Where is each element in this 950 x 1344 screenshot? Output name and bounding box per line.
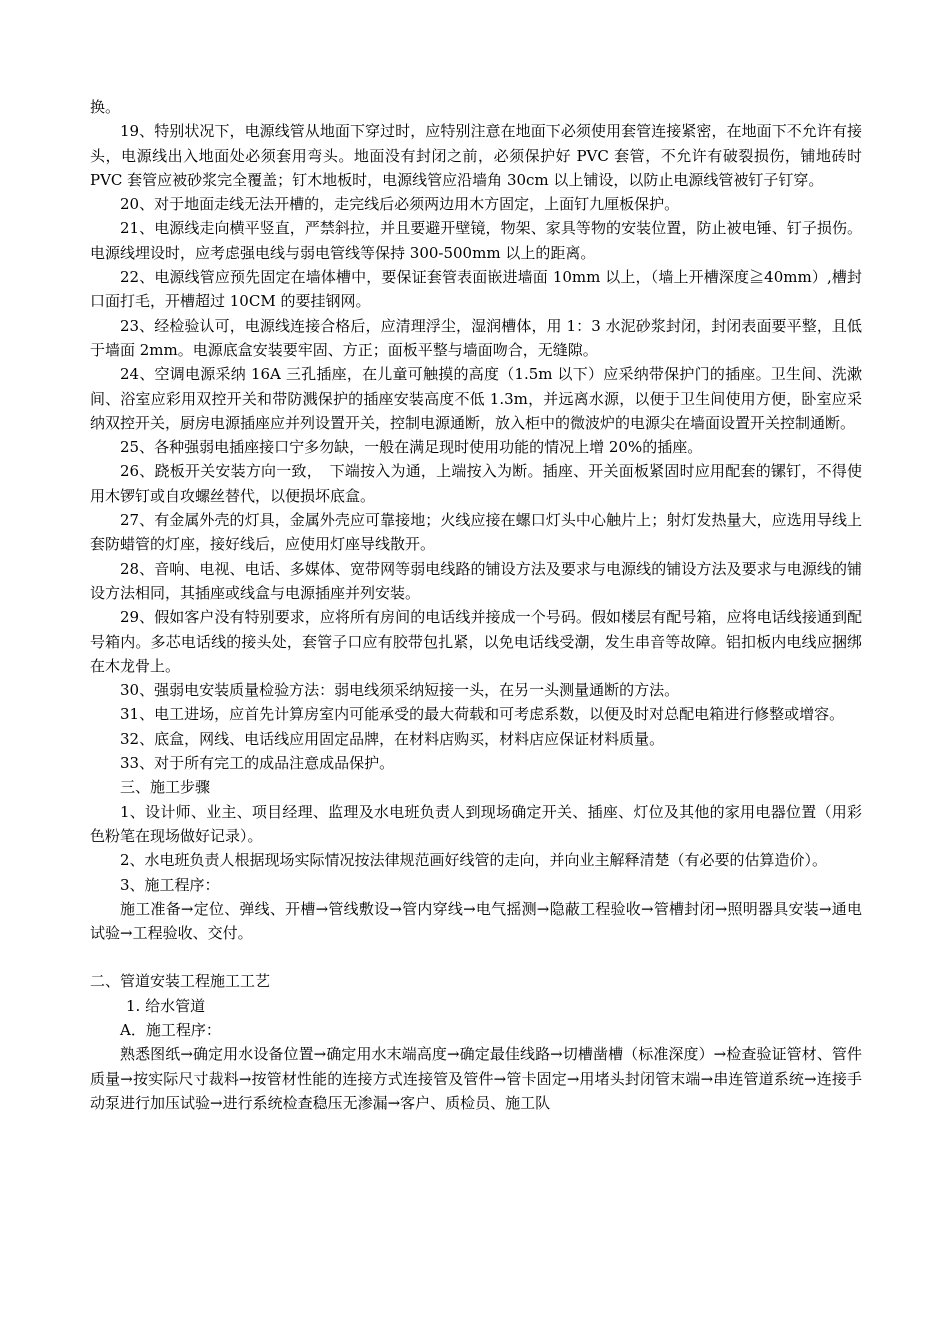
paragraph-h3: 三、施工步骤 xyxy=(120,778,211,797)
paragraph-s3flow: 施工准备→定位、弹线、开槽→管线敷设→管内穿线→电气摇测→隐蔽工程验收→管槽封闭→照明器具安装→通电试验→工程验收、交付。 xyxy=(90,899,862,943)
paragraph-h2-1: 1. 给水管道 xyxy=(126,996,206,1015)
paragraph-p30: 30、强弱电安装质量检验方法：弱电线须采纳短接一头，在另一头测量通断的方法。 xyxy=(120,681,680,700)
paragraph-p24: 24、空调电源采纳 16A 三孔插座，在儿童可触摸的高度（1.5m 以下）应采纳带保护门的插座。卫生间、洗漱间、浴室应彩用双控开关和带防溅保护的插座安装高度不低 1.3m，并远离水源，以便于卫生间使用方便，卧室应采纳双控开关，厨房电源插座应并列设置开关，控制电源通断，放入柜中的微波炉的电源尖在墙面设置开关控制通断。 xyxy=(90,365,862,432)
paragraph-h2-1a: A．施工程序： xyxy=(120,1020,221,1039)
blank-line xyxy=(90,945,862,969)
paragraph-p22: 22、电源线管应预先固定在墙体槽中，要保证套管表面嵌进墙面 10mm 以上，（墙上开槽深度≧40mm）,槽封口面打毛，开槽超过 10CM 的要挂钢网。 xyxy=(90,268,862,311)
paragraph-s1: 1、设计师、业主、项目经理、监理及水电班负责人到现场确定开关、插座、灯位及其他的家用电器位置（用彩色粉笔在现场做好记录）。 xyxy=(90,802,862,845)
paragraph-p33: 33、对于所有完工的成品注意成品保护。 xyxy=(120,754,395,773)
document-body xyxy=(90,95,862,1115)
paragraph-p20: 20、对于地面走线无法开槽的，走完线后必须两边用木方固定，上面钉九厘板保护。 xyxy=(120,195,680,214)
paragraph-p29: 29、假如客户没有特别要求，应将所有房间的电话线并接成一个号码。假如楼层有配号箱，应将电话线接通到配号箱内。多芯电话线的接头处，套管子口应有胶带包扎紧，以免电话线受潮，发生串音等故障。铝扣板内电线应捆绑在木龙骨上。 xyxy=(90,608,862,675)
paragraph-h2: 二、管道安装工程施工工艺 xyxy=(90,972,271,991)
paragraph-s2: 2、水电班负责人根据现场实际情况按法律规范画好线管的走向，并向业主解释清楚（有必要的估算造价）。 xyxy=(120,851,828,870)
paragraph-p32: 32、底盒，网线、电话线应用固定品牌，在材料店购买，材料店应保证材料质量。 xyxy=(120,729,665,748)
paragraph-p0: 换。 xyxy=(90,98,121,116)
paragraph-p31: 31、电工进场，应首先计算房室内可能承受的最大荷载和可考虑系数，以便及时对总配电箱进行修整或增容。 xyxy=(120,705,845,724)
paragraph-p27: 27、有金属外壳的灯具，金属外壳应可靠接地；火线应接在螺口灯头中心触片上；射灯发热量大，应选用导线上套防蜡管的灯座，接好线后，应使用灯座导线散开。 xyxy=(90,511,862,554)
paragraph-flowA: 熟悉图纸→确定用水设备位置→确定用水末端高度→确定最佳线路→切槽凿槽（标准深度）→检查验证管材、管件质量→按实际尺寸裁料→按管材性能的连接方式连接管及管件→管卡固定→用堵头封闭管末端→串连管道系统→连接手动泵进行加压试验→进行系统检查稳压无渗漏→客户、质检员、施工队 xyxy=(90,1045,862,1112)
paragraph-p28: 28、音响、电视、电话、多媒体、宽带网等弱电线路的铺设方法及要求与电源线的铺设方法及要求与电源线的铺设方法相同，其插座或线盒与电源插座并列安装。 xyxy=(90,559,862,602)
paragraph-p25: 25、各种强弱电插座接口宁多勿缺，一般在满足现时使用功能的情况上增 20%的插座。 xyxy=(120,438,703,457)
paragraph-p23: 23、经检验认可，电源线连接合格后，应清理浮尘，湿润槽体，用 1：3 水泥砂浆封闭，封闭表面要平整，且低于墙面 2mm。电源底盒安装要牢固、方正；面板平整与墙面吻合，无缝隙。 xyxy=(90,316,862,359)
paragraph-p19: 19、特别状况下，电源线管从地面下穿过时，应特别注意在地面下必须使用套管连接紧密，在地面下不允许有接头，电源线出入地面处必须套用弯头。地面没有封闭之前，必须保护好 PVC 套管，不允许有破裂损伤，铺地砖时 PVC 套管应被砂浆完全覆盖；钉木地板时，电源线管应沿墙角 30cm 以上铺设，以防止电源线管被钉子钉穿。 xyxy=(90,122,862,189)
paragraph-s3: 3、施工程序： xyxy=(120,875,220,894)
paragraph-p21: 21、电源线走向横平竖直，严禁斜拉，并且要避开壁镜，物架、家具等物的安装位置，防止被电锤、钉子损伤。电源线埋设时，应考虑强电线与弱电管线等保持 300-500mm 以上的距离。 xyxy=(90,219,862,262)
paragraph-p26: 26、跷板开关安装方向一致， 下端按入为通，上端按入为断。插座、开关面板紧固时应用配套的镙钉，不得使用木锣钉或自攻螺丝替代，以便损坏底盒。 xyxy=(90,462,862,505)
